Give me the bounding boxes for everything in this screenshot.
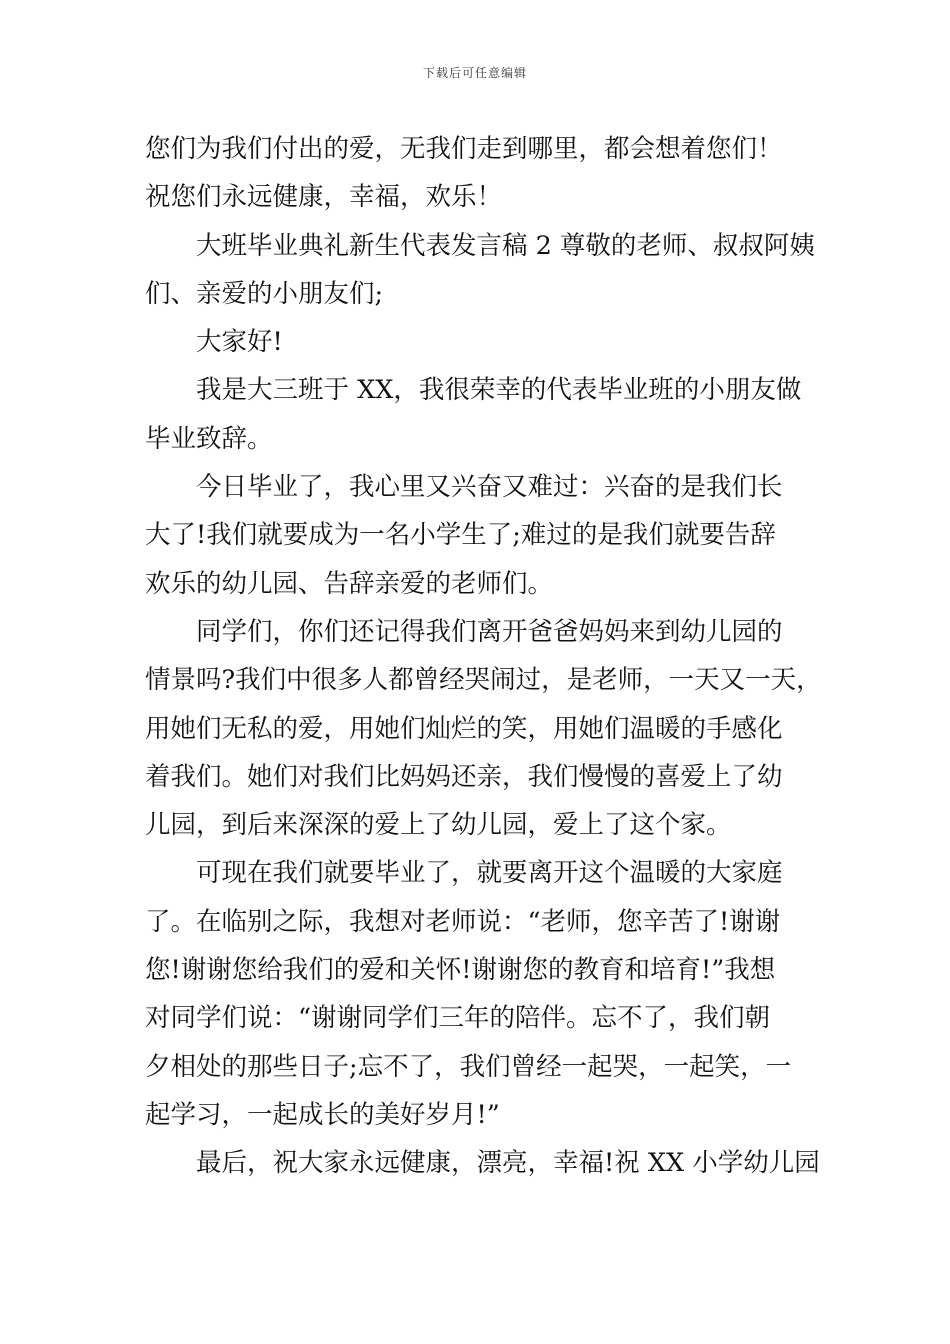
page-header: 下载后可任意编辑 bbox=[422, 66, 527, 80]
text-line: 着我们。她们对我们比妈妈还亲，我们慢慢的喜爱上了幼 bbox=[145, 761, 783, 792]
text-line: 儿园，到后来深深的爱上了幼儿园，爱上了这个家。 bbox=[145, 810, 732, 841]
text-line: 祝您们永远健康，幸福，欢乐！ bbox=[145, 182, 503, 213]
paragraph-start-line: 大班毕业典礼新生代表发言稿 2 尊敬的老师、叔叔阿姨 bbox=[196, 230, 815, 261]
paragraph-start-line: 大家好! bbox=[196, 327, 283, 358]
text-line: 起学习，一起成长的美好岁月!” bbox=[145, 1099, 500, 1130]
document-body bbox=[145, 125, 825, 1188]
paragraph-start-line: 我是大三班于 XX，我很荣幸的代表毕业班的小朋友做 bbox=[196, 375, 802, 406]
text-line: 您!谢谢您给我们的爱和关怀!谢谢您的教育和培育!”我想 bbox=[145, 955, 776, 986]
text-line: 了。在临别之际，我想对老师说：“老师，您辛苦了!谢谢 bbox=[145, 906, 781, 937]
paragraph-start-line: 可现在我们就要毕业了，就要离开这个温暖的大家庭 bbox=[196, 858, 783, 889]
text-line: 对同学们说：“谢谢同学们三年的陪伴。忘不了，我们朝 bbox=[145, 1003, 771, 1034]
paragraph-start-line: 今日毕业了，我心里又兴奋又难过：兴奋的是我们长 bbox=[196, 472, 783, 503]
text-line: 们、亲爱的小朋友们; bbox=[145, 278, 384, 309]
paragraph-start-line: 同学们，你们还记得我们离开爸爸妈妈来到幼儿园的 bbox=[196, 616, 783, 647]
text-line: 大了!我们就要成为一名小学生了;难过的是我们就要告辞 bbox=[145, 520, 776, 551]
text-line: 欢乐的幼儿园、告辞亲爱的老师们。 bbox=[145, 568, 554, 599]
text-line: 用她们无私的爱，用她们灿烂的笑，用她们温暖的手感化 bbox=[145, 713, 783, 744]
text-line: 您们为我们付出的爱，无我们走到哪里，都会想着您们！ bbox=[145, 134, 783, 164]
text-line: 情景吗?我们中很多人都曾经哭闹过，是老师，一天又一天， bbox=[145, 665, 822, 696]
paragraph-start-line: 最后，祝大家永远健康，漂亮，幸福!祝 XX 小学幼儿园 bbox=[196, 1148, 820, 1179]
text-line: 毕业致辞。 bbox=[145, 423, 273, 454]
text-line: 夕相处的那些日子;忘不了，我们曾经一起哭，一起笑，一 bbox=[145, 1051, 792, 1082]
